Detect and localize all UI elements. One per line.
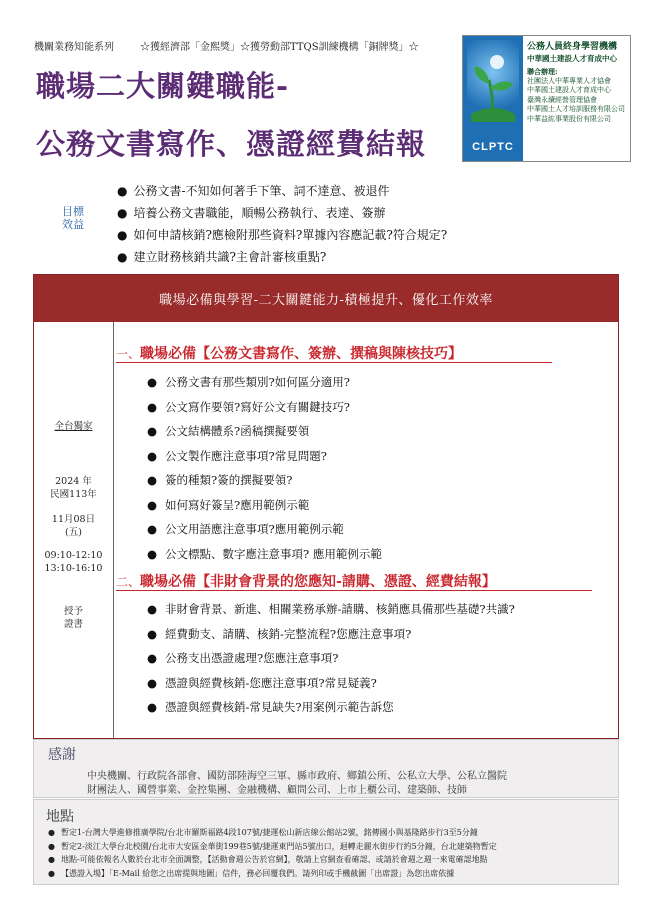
schedule-location: 全台獨家	[54, 421, 93, 432]
bullet-icon: ●	[48, 868, 55, 878]
bullet-icon: ●	[48, 855, 55, 864]
list-item: ● 經費動支、請購、核銷-完整流程?您應注意事項?	[147, 626, 412, 641]
certificate-label: 授予	[63, 606, 83, 617]
location-box	[33, 799, 619, 885]
location-item: ● 【憑證入場】「E-Mail 給您之出席提與地圖」信件，務必回覆我們。請列印或手機截圖「出席證」為您出席依據	[48, 868, 455, 878]
location-item: ● 地點-可能依報名人數於台北市全面調整，【活動會週公告於官網】，敬請上官網查看確認、或請於會週之週一來電確認地點	[48, 855, 488, 864]
objective-item: ● 培養公務文書職能，順暢公務執行、表達、簽辦	[117, 206, 386, 220]
section-title: 職場必備【公務文書寫作、簽辦、撰稿與陳核技巧】	[140, 346, 463, 362]
logo-co: 中華益紘事業股份有限公司	[527, 114, 611, 123]
list-item: ● 公文製作應注意事項?常見問題?	[147, 448, 327, 463]
award-text: ☆獲經濟部「金熙獎」☆獲勞動部TTQS訓練機構「銅牌獎」☆	[140, 42, 419, 53]
header-line	[34, 38, 419, 53]
section-heading	[116, 571, 496, 591]
bullet-icon: ●	[147, 651, 158, 665]
objectives-list	[117, 180, 447, 268]
objectives-label: 目標效益	[62, 205, 84, 231]
list-item: ● 公文結構體系?函稿撰擬要領	[147, 424, 310, 438]
bullet-icon: ●	[147, 424, 158, 438]
schedule-date: 11月08日	[51, 514, 96, 525]
logo-co: 臺灣永續經營管理協會	[527, 95, 597, 104]
panel-header: 職場必備與學習-二大關鍵能力-積極提升、優化工作效率	[34, 275, 618, 322]
section-item-list	[147, 372, 382, 568]
section-item-list	[147, 599, 515, 722]
acknowledgement-line: 財團法人、國營事業、金控集團、金融機構、顧問公司、上市上櫃公司、建築師、技師	[87, 785, 467, 796]
logo-co: 中華國土人才培訓服務有限公司	[527, 105, 625, 113]
bullet-icon: ●	[117, 206, 128, 220]
bullet-icon: ●	[147, 399, 158, 414]
logo-text	[523, 36, 630, 161]
list-item: ● 如何寫好簽呈?應用範例示範	[147, 497, 310, 512]
list-item: ● 憑證與經費核銷-您應注意事項?常見疑義?	[147, 675, 377, 690]
list-item: ● 公文寫作要領?寫好公文有關鍵技巧?	[147, 399, 350, 414]
bullet-icon: ●	[147, 602, 158, 616]
section-underline	[116, 590, 592, 591]
sprout-icon	[467, 44, 519, 124]
list-item: ● 公文標點、數字應注意事項? 應用範例示範	[147, 546, 382, 561]
logo-org-sub: 中華國土建設人才育成中心	[527, 54, 617, 63]
list-item: ● 公務支出憑證處理?您應注意事項?	[147, 651, 339, 665]
page-title-line1: 職場二大關鍵職能-	[36, 69, 290, 103]
series-label: 機關業務知能系列	[34, 42, 114, 53]
objective-item: ● 如何申請核銷?應檢附那些資料?單據內容應記載?符合規定?	[117, 228, 448, 242]
logo-emblem	[463, 36, 523, 161]
bullet-icon: ●	[117, 250, 128, 264]
list-item: ● 公文用語應注意事項?應用範例示範	[147, 522, 344, 536]
course-panel	[33, 274, 619, 739]
section-underline	[116, 362, 552, 363]
bullet-icon: ●	[147, 375, 158, 389]
schedule-column	[34, 322, 114, 738]
bullet-icon: ●	[147, 497, 158, 512]
bullet-icon: ●	[48, 841, 55, 851]
bullet-icon: ●	[117, 228, 128, 242]
list-item: ● 公務文書有那些類別?如何區分適用?	[147, 375, 350, 389]
schedule-time-pm: 13:10-16:10	[44, 563, 103, 574]
objective-item: ● 公務文書-不知如何著手下筆、詞不達意、被退件	[117, 184, 390, 198]
bullet-icon: ●	[147, 522, 158, 536]
location-heading: 地點	[46, 809, 74, 825]
bullet-icon: ●	[147, 546, 158, 561]
clptc-logo	[462, 35, 631, 162]
objective-item: ● 建立財務核銷共識?主會計審核重點?	[117, 250, 327, 264]
schedule-year: 2024 年	[55, 476, 92, 487]
bullet-icon: ●	[147, 700, 158, 714]
acknowledgement-box	[33, 739, 619, 798]
logo-abbr: CLPTC	[472, 141, 514, 153]
logo-co: 社團法人中華專業人才協會	[527, 76, 611, 85]
section-number: 二、	[116, 575, 141, 589]
schedule-weekday: (五)	[65, 527, 82, 538]
bullet-icon: ●	[147, 473, 158, 487]
location-item: ● 暫定2-淡江大學台北校園/台北市大安區金華街199巷5號/捷運東門站5號出口，迴轉走麗水街步行約5分鐘，台北建築物暫定	[48, 841, 497, 851]
list-item: ● 憑證與經費核銷-常見缺失?用案例示範告訴您	[147, 700, 394, 714]
certificate-label-2: 證書	[63, 619, 83, 630]
bullet-icon: ●	[48, 828, 55, 837]
logo-co: 中華國土建設人才育成中心	[527, 86, 611, 94]
page-title-line2: 公務文書寫作、憑證經費結報	[36, 127, 427, 161]
schedule-time-am: 09:10-12:10	[44, 550, 103, 561]
bullet-icon: ●	[147, 448, 158, 463]
bullet-icon: ●	[147, 675, 158, 690]
section-heading	[116, 343, 462, 363]
bullet-icon: ●	[147, 626, 158, 641]
list-item: ● 非財會背景、新進、相關業務承辦-請購、核銷應具備那些基礎?共識?	[147, 602, 515, 616]
logo-co-label: 聯合辦理:	[527, 67, 558, 76]
acknowledgement-heading: 感謝	[48, 747, 76, 763]
list-item: ● 簽的種類?簽的撰擬要領?	[147, 473, 293, 487]
acknowledgement-line: 中央機關、行政院各部會、國防部陸海空三軍、縣市政府、鄉鎮公所、公私立大學、公私立醫院	[87, 771, 507, 782]
location-list	[48, 826, 497, 880]
location-item: ● 暫定1-台灣大學進修推廣學院/台北市羅斯福路4段107號/捷運松山新店線公館站2號，銘傳國小與基隆路步行3至5分鐘	[48, 828, 478, 837]
section-number: 一、	[116, 347, 141, 361]
schedule-roc-year: 民國113年	[50, 489, 97, 500]
section-title: 職場必備【非財會背景的您應知-請購、憑證、經費結報】	[140, 574, 496, 590]
bullet-icon: ●	[117, 184, 128, 198]
logo-org: 公務人員終身學習機構	[527, 42, 618, 52]
